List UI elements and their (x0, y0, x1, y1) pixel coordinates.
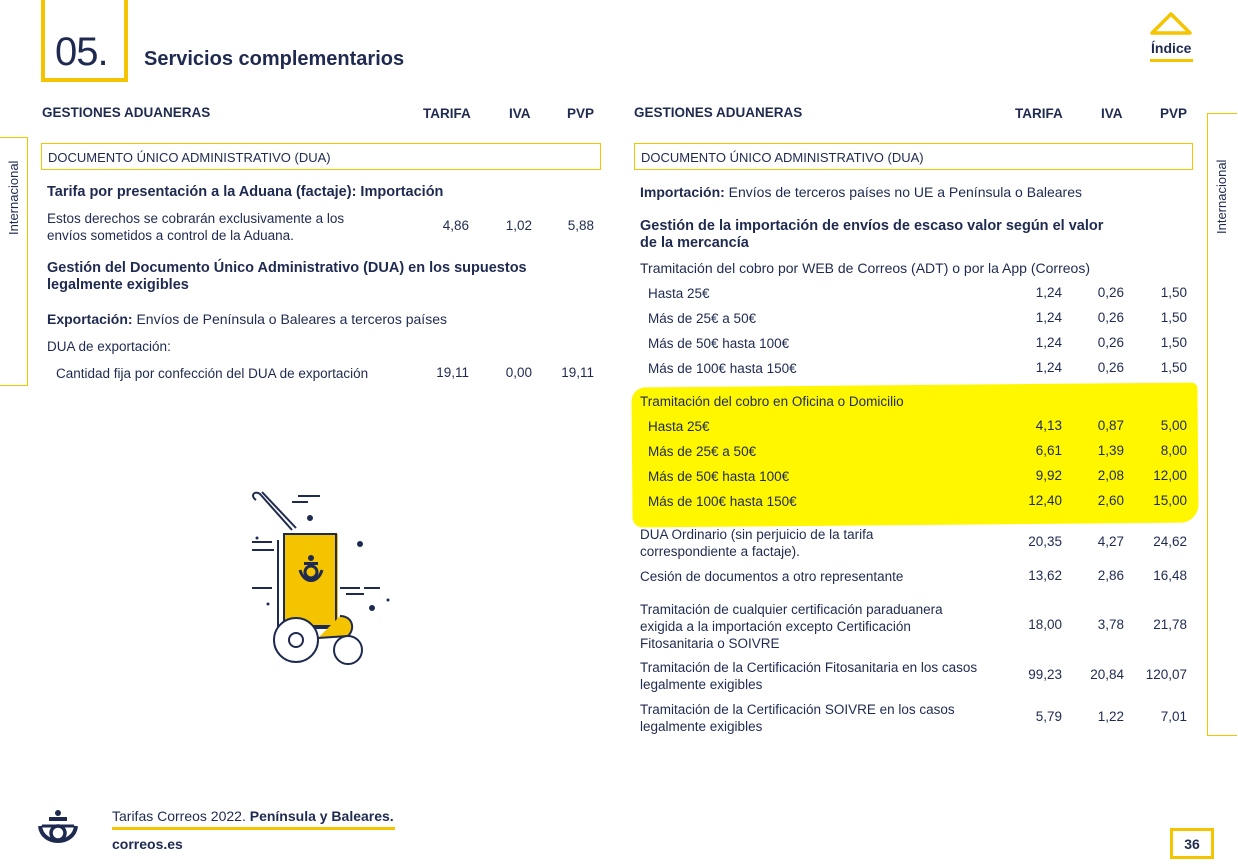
right-col-iva: IVA (1101, 106, 1123, 121)
extra-row-tarifa: 99,23 (1028, 667, 1062, 682)
extra-row-pvp: 120,07 (1145, 667, 1187, 682)
section-title: Servicios complementarios (144, 48, 405, 70)
office-row-label: Más de 50€ hasta 100€ (648, 469, 790, 484)
office-row-iva: 1,39 (1097, 443, 1124, 458)
extra-row-label-line: Fitosanitaria o SOIVRE (640, 636, 780, 651)
extra-row-label (640, 601, 943, 652)
extra-row-label-line: Tramitación de la Certificación SOIVRE en los casos (640, 702, 955, 717)
office-row-iva: 2,60 (1097, 493, 1124, 508)
office-row-label: Hasta 25€ (648, 419, 710, 434)
web-row-tarifa: 1,24 (1035, 335, 1062, 350)
footer-tarifas-bold: Península y Baleares. (249, 808, 394, 824)
extra-row-label-line: DUA Ordinario (sin perjuicio de la tarifa (640, 527, 874, 542)
web-title: Tramitación del cobro por WEB de Correos (ADT) o por la App (Correos) (640, 260, 1090, 276)
office-row-label: Más de 100€ hasta 150€ (648, 494, 797, 509)
web-row-label: Hasta 25€ (648, 286, 710, 301)
extra-row-tarifa: 13,62 (1028, 568, 1062, 583)
web-row-iva: 0,26 (1097, 360, 1124, 375)
triangle-up-icon (1150, 12, 1192, 36)
side-tab-left (0, 137, 28, 386)
extra-row-label (640, 701, 955, 735)
index-label: Índice (1151, 40, 1192, 56)
right-col-pvp: PVP (1160, 106, 1188, 121)
extra-row-iva: 2,86 (1097, 568, 1124, 583)
office-row-label: Más de 25€ a 50€ (648, 444, 757, 459)
extra-row-label (640, 526, 873, 560)
web-row-pvp: 1,50 (1160, 310, 1187, 325)
footer-website-link[interactable]: correos.es (112, 836, 183, 852)
factaje-label-1: Estos derechos se cobrarán exclusivamente a los (47, 211, 345, 226)
import-gestion-title-2: de la mercancía (640, 235, 749, 251)
extra-row-iva: 4,27 (1097, 534, 1124, 549)
factaje-iva: 1,02 (505, 218, 532, 233)
right-col-tarifa: TARIFA (1015, 106, 1063, 121)
extra-row-label-line: legalmente exigibles (640, 677, 763, 692)
extra-row-pvp: 16,48 (1153, 568, 1187, 583)
extra-row-tarifa: 5,79 (1035, 709, 1062, 724)
web-row-label: Más de 25€ a 50€ (648, 311, 757, 326)
left-col-tarifa: TARIFA (423, 106, 471, 121)
footer-underline (112, 827, 395, 830)
left-col-pvp: PVP (567, 106, 595, 121)
correos-logo-icon (36, 808, 80, 852)
index-underline (1150, 59, 1193, 62)
left-dua-box: DOCUMENTO ÚNICO ADMINISTRATIVO (DUA) (41, 143, 601, 170)
extra-row-label (640, 659, 977, 693)
office-row-iva: 2,08 (1097, 468, 1124, 483)
import-rest: Envíos de terceros países no UE a Península o Baleares (724, 184, 1082, 200)
fixed-label: Cantidad fija por confección del DUA de exportación (56, 366, 369, 381)
footer-tarifas-prefix: Tarifas Correos 2022. (112, 808, 250, 824)
web-row-iva: 0,26 (1097, 310, 1124, 325)
extra-row-label-line: exigida a la importación excepto Certificación (640, 619, 911, 634)
office-row-pvp: 8,00 (1160, 443, 1187, 458)
extra-row-pvp: 24,62 (1153, 534, 1187, 549)
web-row-tarifa: 1,24 (1035, 285, 1062, 300)
side-tab-label: Internacional (6, 160, 21, 235)
office-row-tarifa: 9,92 (1035, 468, 1062, 483)
import-bold: Importación: (640, 184, 725, 200)
fixed-pvp: 19,11 (561, 365, 594, 380)
import-line (640, 184, 1082, 201)
extra-row-pvp: 7,01 (1160, 709, 1187, 724)
hand-truck-illustration (248, 488, 396, 668)
office-row-pvp: 15,00 (1153, 493, 1187, 508)
factaje-pvp: 5,88 (567, 218, 594, 233)
extra-row-label: Cesión de documentos a otro representante (640, 569, 904, 584)
left-table-title: GESTIONES ADUANERAS (42, 105, 211, 120)
office-title: Tramitación del cobro en Oficina o Domicilio (640, 394, 904, 409)
section-number: 05. (55, 30, 108, 74)
factaje-title: Tarifa por presentación a la Aduana (factaje): Importación (47, 184, 444, 200)
side-tab-right (1207, 113, 1237, 736)
index-link[interactable] (1148, 12, 1194, 64)
factaje-label-2: envíos sometidos a control de la Aduana. (47, 228, 294, 243)
office-row-iva: 0,87 (1097, 418, 1124, 433)
office-row-tarifa: 12,40 (1028, 493, 1062, 508)
web-row-iva: 0,26 (1097, 335, 1124, 350)
web-row-tarifa: 1,24 (1035, 310, 1062, 325)
extra-row-tarifa: 20,35 (1028, 534, 1062, 549)
gestion-title-2: legalmente exigibles (47, 277, 189, 293)
extra-row-iva: 1,22 (1097, 709, 1124, 724)
side-tab-label: Internacional (1214, 159, 1229, 234)
office-row-tarifa: 6,61 (1035, 443, 1062, 458)
footer-tarifas (112, 808, 394, 825)
office-row-pvp: 5,00 (1160, 418, 1187, 433)
web-row-pvp: 1,50 (1160, 360, 1187, 375)
right-dua-box: DOCUMENTO ÚNICO ADMINISTRATIVO (DUA) (634, 143, 1193, 170)
web-row-iva: 0,26 (1097, 285, 1124, 300)
extra-row-label-line: Tramitación de la Certificación Fitosanitaria en los casos (640, 660, 978, 675)
extra-row-iva: 3,78 (1097, 617, 1124, 632)
left-col-iva: IVA (509, 106, 531, 121)
import-gestion-title-1: Gestión de la importación de envíos de escaso valor según el valor (640, 218, 1104, 234)
gestion-title-1: Gestión del Documento Único Administrativo (DUA) en los supuestos (47, 260, 527, 276)
extra-row-label-line: Tramitación de cualquier certificación paraduanera (640, 602, 943, 617)
fixed-tarifa: 19,11 (436, 365, 469, 380)
extra-row-tarifa: 18,00 (1028, 617, 1062, 632)
web-row-tarifa: 1,24 (1035, 360, 1062, 375)
export-bold: Exportación: (47, 311, 133, 327)
web-row-label: Más de 100€ hasta 150€ (648, 361, 797, 376)
page-number: 36 (1170, 828, 1214, 859)
office-row-tarifa: 4,13 (1035, 418, 1062, 433)
web-row-label: Más de 50€ hasta 100€ (648, 336, 790, 351)
fixed-iva: 0,00 (505, 365, 532, 380)
extra-row-pvp: 21,78 (1153, 617, 1187, 632)
factaje-tarifa: 4,86 (442, 218, 469, 233)
extra-row-label-line: legalmente exigibles (640, 719, 763, 734)
dua-export-label: DUA de exportación: (47, 339, 171, 354)
office-row-pvp: 12,00 (1153, 468, 1187, 483)
extra-row-label-line: correspondiente a factaje). (640, 544, 800, 559)
web-row-pvp: 1,50 (1160, 285, 1187, 300)
web-row-pvp: 1,50 (1160, 335, 1187, 350)
right-table-title: GESTIONES ADUANERAS (634, 105, 803, 120)
extra-row-iva: 20,84 (1090, 667, 1124, 682)
export-line (47, 311, 447, 328)
export-rest: Envíos de Península o Baleares a terceros países (132, 311, 447, 327)
